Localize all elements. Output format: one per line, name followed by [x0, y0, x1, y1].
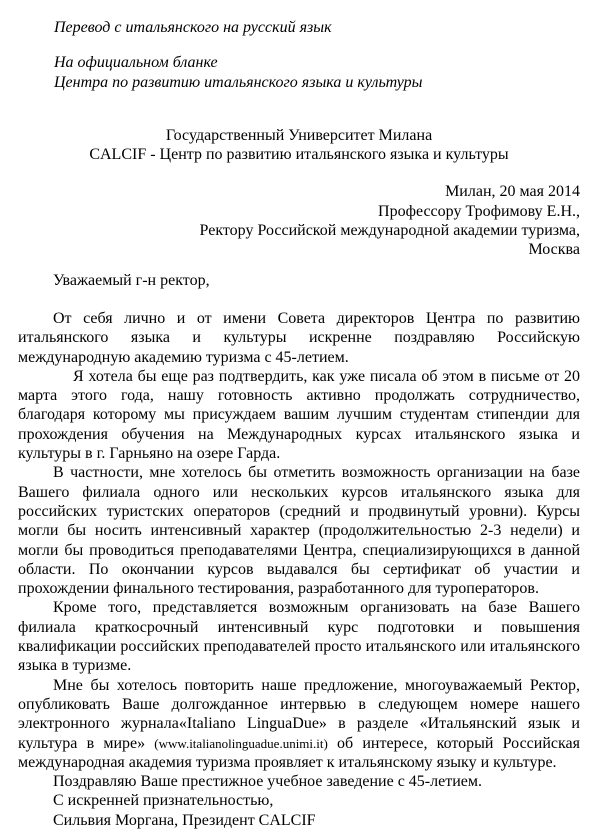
- place-date: Милан, 20 мая 2014: [445, 183, 580, 201]
- recipient-name: Профессору Трофимову Е.Н.,: [378, 202, 580, 220]
- paragraph-teacher-training-course: Кроме того, представляется возможным организовать на базе Вашего филиала краткосрочный интенсивный курс подготовки и повышения квалификации российских преподавателей просто итальянского или итальянского языка в туризме.: [18, 599, 580, 675]
- paragraph-cooperation-scholarships: Я хотела бы еще раз подтвердить, как уже писала об этом в письме от 20 марта этого года, нашу готовность активно продолжать сотрудничество, благодаря которому мы присуждаем вашим лучшим студентам стипендии для прохождения обучения на Международных курсах итальянского языка и культуры в г. Гарньяно на озере Гарда.: [18, 367, 580, 463]
- letterhead-note-line1: На официальном бланке: [54, 54, 218, 72]
- university-name: Государственный Университет Милана: [165, 126, 433, 144]
- center-name: CALCIF - Центр по развитию итальянского языка и культуры: [89, 146, 509, 164]
- paragraph-journal-interview: [18, 676, 580, 772]
- signature-line: Сильвия Моргана, Президент CALCIF: [53, 811, 316, 829]
- addressee-block: [18, 182, 580, 259]
- closing-line: С искренней признательностью,: [53, 792, 274, 810]
- paragraph-courses-for-tour-operators: В частности, мне хотелось бы отметить возможность организации на базе Вашего филиала одного или нескольких курсов итальянского языка для российских туристских операторов (средний и продвинутый уровни). Курсы могли бы носить интенсивный характер (продолжительностью 2-3 недели) и могли бы проводиться преподавателями Центра, специализирующихся в данной области. По окончании курсов выдавался бы сертификат об участии и прохождении финального тестирования, разработанного для туроператоров.: [18, 464, 580, 598]
- letterhead-note: [54, 53, 580, 92]
- journal-url: (www.italianolinguadue.unimi.it): [154, 735, 328, 751]
- letterhead-note-line2: Центра по развитию итальянского языка и культуры: [54, 73, 423, 91]
- recipient-city: Москва: [528, 241, 580, 259]
- paragraph-journal-interview-text-cont: об интересе, который Российская международная академия туризма проявляет к итальянскому языку и культуре.: [18, 734, 580, 771]
- organization-header: [18, 126, 580, 165]
- salutation: Уважаемый г-н ректор,: [53, 271, 210, 289]
- congratulation-line: Поздравляю Ваше престижное учебное заведение с 45-летием.: [53, 773, 482, 791]
- recipient-title: Ректору Российской международной академии туризма,: [199, 222, 580, 240]
- paragraph-congratulation-45th: От себя лично и от имени Совета директоров Центра по развитию итальянского языка и культуры искренне поздравляю Российскую международную академию туризма с 45-летием.: [18, 309, 580, 366]
- translation-note: Перевод с итальянского на русский язык: [54, 19, 332, 36]
- paragraph-journal-interview-text: Мне бы хотелось повторить наше предложение, многоуважаемый Ректор, опубликовать Ваше долгожданное интервью в следующем номере нашего электронного журнала«Italiano LinguaDue» в разделе «Итальянский язык и культура в мире»: [18, 676, 580, 752]
